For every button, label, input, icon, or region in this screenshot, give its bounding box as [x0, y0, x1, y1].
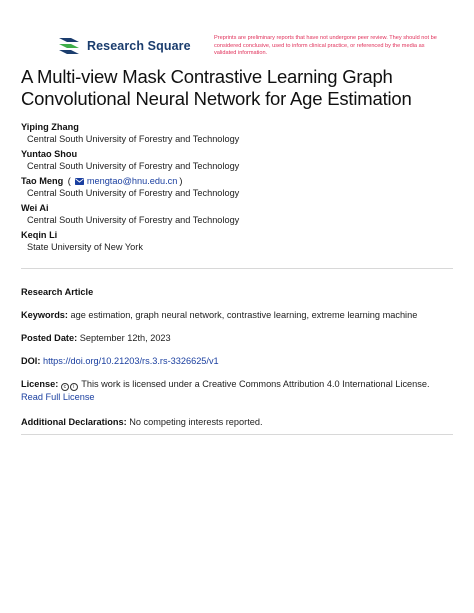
brand-name: Research Square	[87, 39, 191, 53]
author-entry	[21, 175, 461, 199]
author-name-row	[21, 175, 461, 187]
author-list	[21, 121, 461, 256]
keywords-row	[21, 309, 453, 321]
read-full-license-link[interactable]: Read Full License	[21, 392, 95, 402]
declarations-label: Additional Declarations:	[21, 417, 127, 427]
author-email-link[interactable]	[73, 175, 178, 187]
open-paren: (	[65, 176, 71, 186]
author-affiliation: State University of New York	[27, 242, 143, 252]
section-divider	[21, 268, 453, 269]
author-name[interactable]: Yiping Zhang	[21, 122, 79, 132]
preprint-notice: Preprints are preliminary reports that have not undergone peer review. They should not be considered conclusive, used to inform clinical practice, or referenced by the media as validated information.	[214, 35, 437, 57]
creative-commons-icon: c	[61, 383, 69, 391]
doi-row	[21, 355, 453, 367]
envelope-icon	[75, 178, 84, 185]
declarations-value: No competing interests reported.	[129, 417, 263, 427]
author-name[interactable]: Tao Meng	[21, 176, 64, 186]
author-entry	[21, 229, 461, 253]
keywords-label: Keywords:	[21, 310, 68, 320]
declarations-row	[21, 416, 453, 428]
posted-date-label: Posted Date:	[21, 333, 78, 343]
author-name[interactable]: Keqin Li	[21, 230, 58, 240]
paper-title: A Multi-view Mask Contrastive Learning Graph Convolutional Neural Network for Age Estimation	[21, 66, 412, 109]
license-row	[21, 378, 453, 403]
keywords-value: age estimation, graph neural network, contrastive learning, extreme learning machine	[70, 310, 418, 320]
posted-date-row	[21, 332, 453, 344]
article-type	[21, 286, 453, 298]
author-entry	[21, 148, 461, 172]
page-header	[0, 0, 474, 64]
license-label: License:	[21, 379, 59, 389]
section-divider	[21, 434, 453, 435]
research-square-logo-icon	[57, 37, 81, 55]
author-entry	[21, 202, 461, 226]
author-entry	[21, 121, 461, 145]
attribution-icon: i	[70, 383, 78, 391]
author-affiliation: Central South University of Forestry and Technology	[27, 188, 240, 198]
author-affiliation: Central South University of Forestry and Technology	[27, 161, 240, 171]
license-text: This work is licensed under a Creative Commons Attribution 4.0 International License.	[81, 379, 430, 389]
author-email: mengtao@hnu.edu.cn	[86, 176, 178, 186]
research-square-logo[interactable]	[57, 37, 191, 55]
posted-date-value: September 12th, 2023	[79, 333, 171, 343]
close-paren: )	[179, 176, 183, 186]
author-affiliation: Central South University of Forestry and Technology	[27, 134, 240, 144]
author-name[interactable]: Yuntao Shou	[21, 149, 78, 159]
author-name[interactable]: Wei Ai	[21, 203, 49, 213]
article-type-value: Research Article	[21, 287, 94, 297]
author-affiliation: Central South University of Forestry and Technology	[27, 215, 240, 225]
doi-link[interactable]: https://doi.org/10.21203/rs.3.rs-3326625/v1	[42, 356, 219, 366]
doi-label: DOI:	[21, 356, 41, 366]
